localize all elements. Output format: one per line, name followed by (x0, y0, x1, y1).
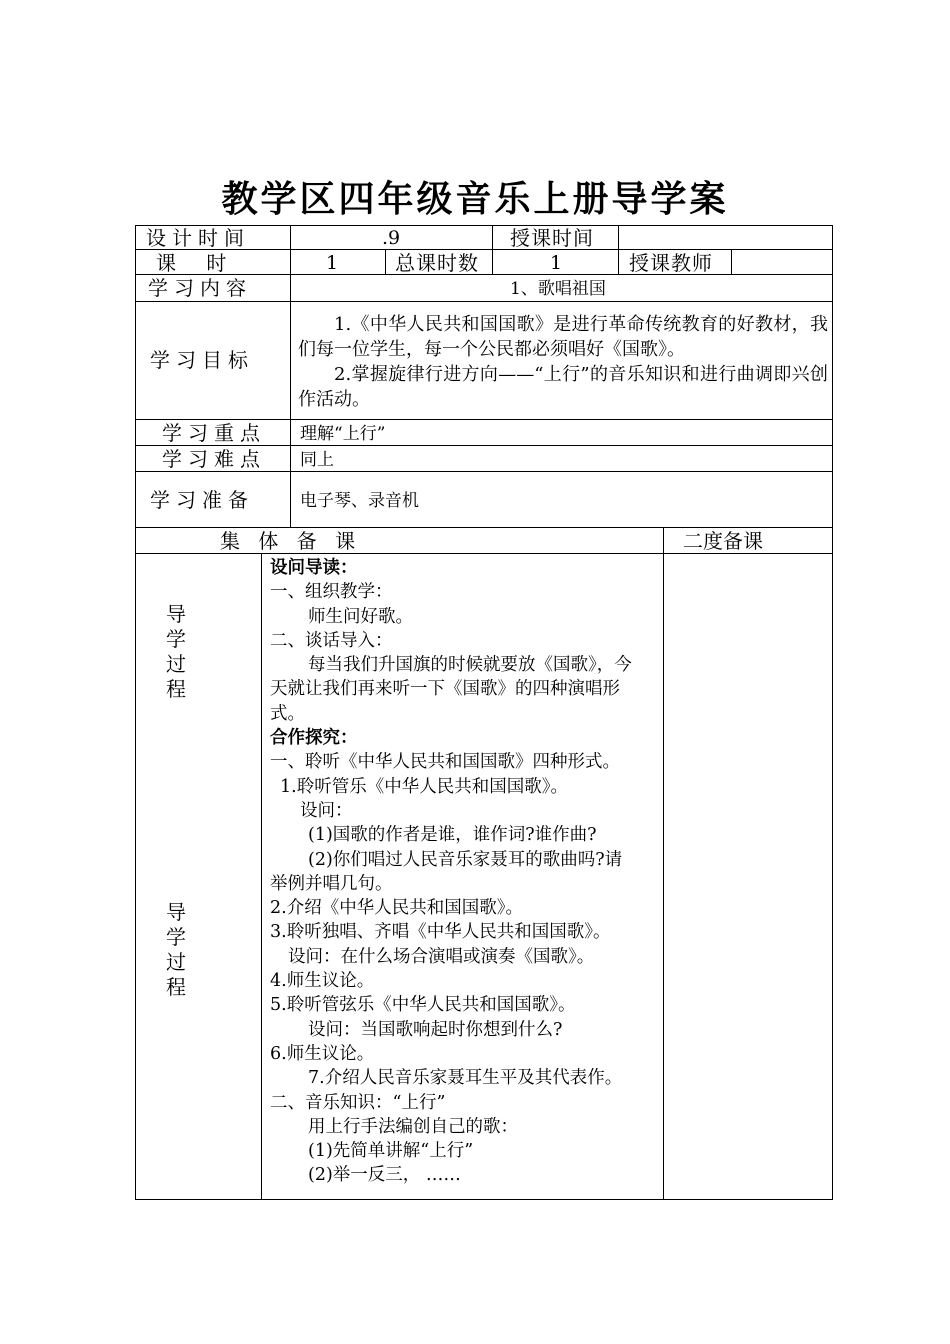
objectives-text (298, 312, 828, 412)
second-header: 二度备课 (683, 529, 763, 553)
process-line: 式。 (270, 703, 305, 724)
process-line: (2)你们唱过人民音乐家聂耳的歌曲吗?请 (308, 849, 623, 870)
process-line: 7.介绍人民音乐家聂耳生平及其代表作。 (308, 1068, 623, 1089)
teach-time-label: 授课时间 (510, 226, 594, 250)
focus-value: 理解“上行” (300, 424, 386, 444)
process-content (270, 556, 662, 1188)
process-line: 6.师生议论。 (270, 1043, 375, 1064)
process-line: 3.聆听独唱、齐唱《中华人民共和国国歌》。 (270, 922, 611, 943)
process-line: 师生问好歌。 (308, 606, 413, 627)
process-line: (2)举一反三， …… (308, 1165, 461, 1186)
objective-item: 2.掌握旋律行进方向——“上行”的音乐知识和进行曲调即兴创作活动。 (298, 364, 828, 410)
difficulty-value: 同上 (300, 450, 334, 470)
content-label: 学习内容 (148, 276, 252, 300)
prep-label: 学习准备 (150, 488, 254, 512)
prep-value: 电子琴、录音机 (300, 491, 419, 511)
process-line: 设问：在什么场合演唱或演奏《国歌》。 (288, 946, 595, 967)
process-line: 天就让我们再来听一下《国歌》的四种演唱形 (270, 679, 620, 700)
process-line: 每当我们升国旗的时候就要放《国歌》，今 (308, 655, 632, 676)
difficulty-label: 学习难点 (162, 447, 266, 471)
teacher-label: 授课教师 (629, 251, 713, 275)
process-line: 举例并唱几句。 (270, 873, 393, 894)
process-line: (1)先简单讲解“上行” (308, 1141, 474, 1162)
process-line: 设问：当国歌响起时你想到什么? (308, 1019, 563, 1040)
page-title: 教学区四年级音乐上册导学案 (221, 179, 729, 220)
process-label-upper: 导 学 过 程 (166, 602, 186, 701)
process-line: 一、组织教学： (270, 582, 393, 603)
process-line: 设问： (300, 800, 353, 821)
total-periods-value: 1 (550, 252, 563, 274)
process-line: 2.介绍《中华人民共和国国歌》。 (270, 898, 523, 919)
design-time-label: 设计时间 (146, 226, 250, 250)
process-line: 合作探究： (270, 728, 358, 749)
focus-label: 学习重点 (162, 421, 266, 445)
period-label: 课 时 (156, 251, 239, 275)
objectives-label: 学习目标 (150, 348, 254, 372)
objective-item: 1.《中华人民共和国国歌》是进行革命传统教育的好教材，我们每一位学生，每一个公民都必须唱好《国歌》。 (298, 314, 828, 360)
process-line: 4.师生议论。 (270, 971, 375, 992)
process-line: 二、谈话导入： (270, 630, 393, 651)
process-line: (1)国歌的作者是谁，谁作词?谁作曲? (308, 825, 597, 846)
process-line: 1.聆听管乐《中华人民共和国国歌》。 (280, 776, 568, 797)
period-value: 1 (326, 252, 339, 274)
process-line: 一、聆听《中华人民共和国国歌》四种形式。 (270, 752, 620, 773)
collective-header: 集 体 备 课 (220, 529, 362, 553)
content-value: 1、歌唱祖国 (510, 279, 606, 299)
process-line: 二、音乐知识：“上行” (270, 1092, 446, 1113)
total-periods-label: 总课时数 (395, 251, 479, 275)
process-line: 5.聆听管弦乐《中华人民共和国国歌》。 (270, 995, 576, 1016)
process-line: 设问导读： (270, 558, 358, 578)
process-label-lower: 导 学 过 程 (166, 900, 186, 999)
design-time-value: .9 (382, 227, 401, 249)
process-line: 用上行手法编创自己的歌： (308, 1116, 518, 1137)
